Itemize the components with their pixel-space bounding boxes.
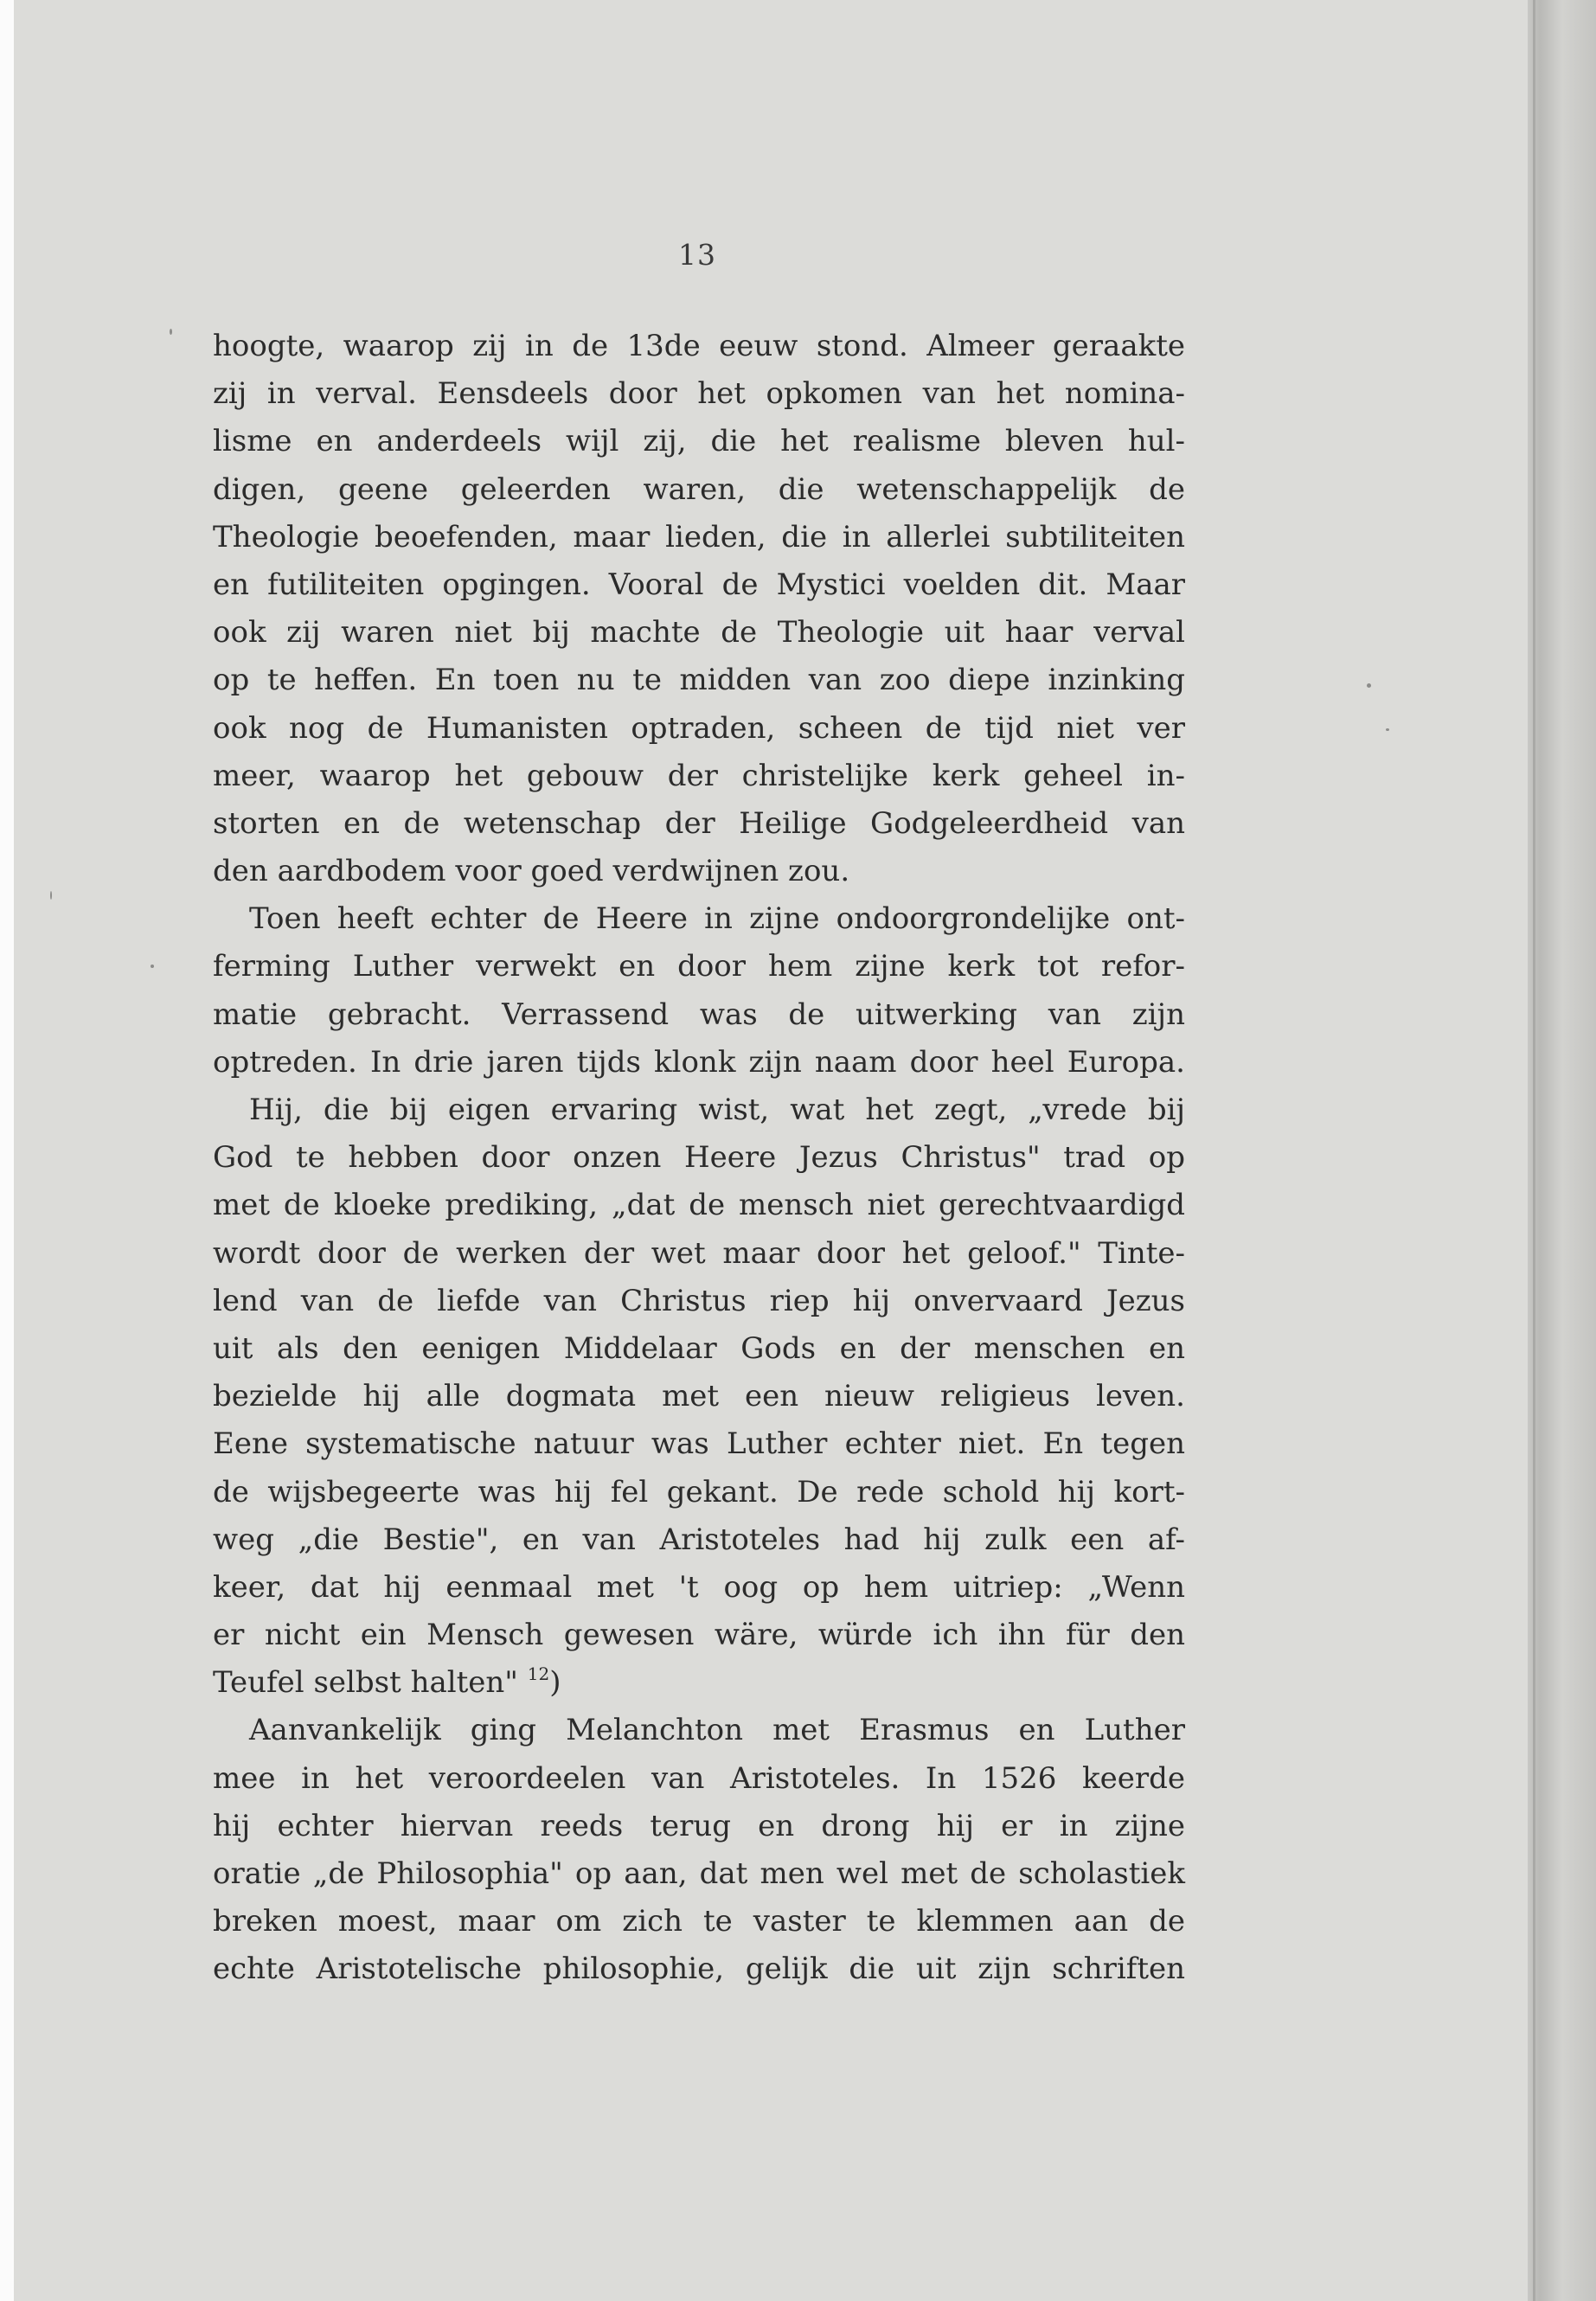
text-line: oratie „de Philosophia" op aan, dat men wel met de scholastiek	[213, 1856, 1185, 1891]
text-line: lend van de liefde van Christus riep hij onvervaard Jezus	[213, 1283, 1185, 1318]
paper-speck	[170, 329, 172, 335]
text-line: ferming Luther verwekt en door hem zijne kerk tot refor-	[213, 949, 1185, 984]
footnote-reference: 12	[527, 1663, 550, 1685]
text-line: hoogte, waarop zij in de 13de eeuw stond. Almeer geraakte	[213, 329, 1185, 363]
text-line: meer, waarop het gebouw der christelijke kerk geheel in-	[213, 758, 1185, 793]
text-line: echte Aristotelische philosophie, gelijk die uit zijn schriften	[213, 1952, 1185, 1987]
paper-speck	[1367, 683, 1371, 688]
text-line: ook zij waren niet bij machte de Theologie uit haar verval	[213, 615, 1185, 651]
text-line: bezielde hij alle dogmata met een nieuw religieus leven.	[213, 1379, 1185, 1414]
text-line: wordt door de werken der wet maar door het geloof." Tinte-	[213, 1235, 1185, 1271]
paper-speck	[50, 891, 52, 900]
text-line: met de kloeke prediking, „dat de mensch niet gerechtvaardigd	[213, 1188, 1185, 1223]
body-text	[213, 323, 1185, 1994]
text-line: Toen heeft echter de Heere in zijne ondoorgrondelijke ont-	[249, 901, 1185, 937]
text-line: weg „die Bestie", en van Aristoteles had hij zulk een af-	[213, 1522, 1185, 1557]
text-line: en futiliteiten opgingen. Vooral de Mystici voelden dit. Maar	[213, 567, 1185, 602]
text-line-with-footnote	[213, 1659, 1185, 1707]
page-number: 13	[678, 238, 716, 272]
text-line-fragment: Teufel selbst halten"	[213, 1665, 518, 1701]
text-line: hij echter hiervan reeds terug en drong hij er in zijne	[213, 1808, 1185, 1843]
paper-speck	[1386, 728, 1389, 731]
text-line: ook nog de Humanisten optraden, scheen de tijd niet ver	[213, 710, 1185, 746]
book-gutter	[1528, 0, 1596, 2301]
text-line: uit als den eenigen Middelaar Gods en der menschen en	[213, 1330, 1185, 1366]
text-line: lisme en anderdeels wijl zij, die het realisme bleven hul-	[213, 424, 1185, 459]
text-line: God te hebben door onzen Heere Jezus Christus" trad op	[213, 1140, 1185, 1176]
text-line: digen, geene geleerden waren, die wetenschappelijk de	[213, 471, 1185, 507]
text-line: mee in het veroordeelen van Aristoteles. In 1526 keerde	[213, 1760, 1185, 1796]
left-scan-edge	[0, 0, 14, 2301]
text-line: matie gebracht. Verrassend was de uitwerking van zijn	[213, 997, 1185, 1032]
text-line: op te heffen. En toen nu te midden van zoo diepe inzinking	[213, 663, 1185, 698]
text-line: zij in verval. Eensdeels door het opkomen van het nomina-	[213, 376, 1185, 412]
text-line: Aanvankelijk ging Melanchton met Erasmus en Luther	[249, 1713, 1185, 1748]
text-line: optreden. In drie jaren tijds klonk zijn naam door heel Europa.	[213, 1044, 1185, 1080]
text-line: breken moest, maar om zich te vaster te klemmen aan de	[213, 1904, 1185, 1939]
text-line: er nicht ein Mensch gewesen wäre, würde ich ihn für den	[213, 1618, 1185, 1653]
text-line: Hij, die bij eigen ervaring wist, wat het zegt, „vrede bij	[249, 1093, 1185, 1127]
gutter-shadow-line	[1533, 0, 1535, 2301]
text-line: den aardbodem voor goed verdwijnen zou.	[213, 854, 850, 889]
text-line: storten en de wetenschap der Heilige Godgeleerdheid van	[213, 805, 1185, 841]
paper-speck	[151, 965, 154, 968]
text-line: keer, dat hij eenmaal met 't oog op hem uitriep: „Wenn	[213, 1569, 1185, 1605]
text-line: Theologie beoefenden, maar lieden, die in allerlei subtiliteiten	[213, 519, 1185, 554]
footnote-close-paren: )	[549, 1665, 561, 1701]
text-line: de wijsbegeerte was hij fel gekant. De rede schold hij kort-	[213, 1474, 1185, 1509]
text-line: Eene systematische natuur was Luther echter niet. En tegen	[213, 1426, 1185, 1462]
